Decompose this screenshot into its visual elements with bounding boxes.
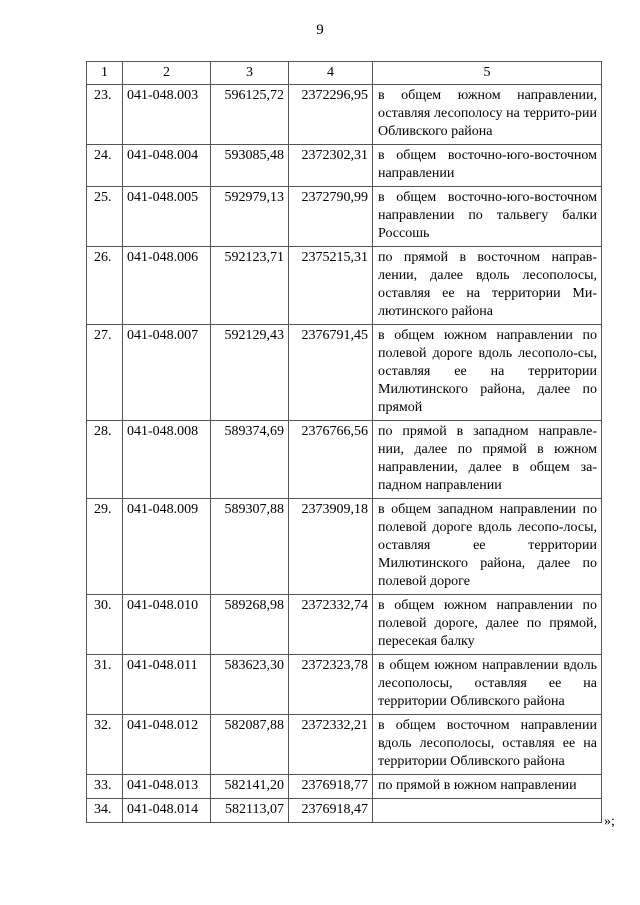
row-number-cell: 23. bbox=[87, 85, 123, 145]
table-row bbox=[87, 655, 602, 715]
page-number: 9 bbox=[316, 22, 324, 38]
direction-description-cell: в общем южном направлении по полевой дороге вдоль лесополо-сы, оставляя ее на территории Милютинского района, далее по прямой bbox=[373, 325, 602, 421]
point-code-cell: 041-048.013 bbox=[123, 775, 211, 799]
row-number-cell: 28. bbox=[87, 421, 123, 499]
table-row bbox=[87, 715, 602, 775]
table-row bbox=[87, 325, 602, 421]
header-cell-5: 5 bbox=[373, 62, 602, 85]
table-row bbox=[87, 775, 602, 799]
point-code-cell: 041-048.007 bbox=[123, 325, 211, 421]
table-row bbox=[87, 595, 602, 655]
closing-quote: »; bbox=[604, 814, 615, 829]
row-number-cell: 30. bbox=[87, 595, 123, 655]
direction-description-cell: по прямой в южном направлении bbox=[373, 775, 602, 799]
y-coordinate-cell: 2376766,56 bbox=[289, 421, 373, 499]
row-number-cell: 27. bbox=[87, 325, 123, 421]
x-coordinate-cell: 592979,13 bbox=[211, 187, 289, 247]
table-row bbox=[87, 145, 602, 187]
table-row bbox=[87, 85, 602, 145]
row-number-cell: 24. bbox=[87, 145, 123, 187]
point-code-cell: 041-048.009 bbox=[123, 499, 211, 595]
header-cell-1: 1 bbox=[87, 62, 123, 85]
y-coordinate-cell: 2376918,47 bbox=[289, 799, 373, 823]
y-coordinate-cell: 2376918,77 bbox=[289, 775, 373, 799]
x-coordinate-cell: 582141,20 bbox=[211, 775, 289, 799]
x-coordinate-cell: 592123,71 bbox=[211, 247, 289, 325]
point-code-cell: 041-048.008 bbox=[123, 421, 211, 499]
direction-description-cell: в общем восточном направлении вдоль лесополосы, оставляя ее на территории Обливского района bbox=[373, 715, 602, 775]
table-row bbox=[87, 799, 602, 823]
direction-description-cell bbox=[373, 799, 602, 823]
direction-description-cell: в общем южном направлении, оставляя лесополосу на террито-рии Обливского района bbox=[373, 85, 602, 145]
x-coordinate-cell: 593085,48 bbox=[211, 145, 289, 187]
x-coordinate-cell: 582113,07 bbox=[211, 799, 289, 823]
point-code-cell: 041-048.004 bbox=[123, 145, 211, 187]
x-coordinate-cell: 589374,69 bbox=[211, 421, 289, 499]
y-coordinate-cell: 2375215,31 bbox=[289, 247, 373, 325]
table-header-row bbox=[87, 62, 602, 85]
table-row bbox=[87, 247, 602, 325]
x-coordinate-cell: 589268,98 bbox=[211, 595, 289, 655]
direction-description-cell: в общем восточно-юго-восточном направлении bbox=[373, 145, 602, 187]
direction-description-cell: в общем южном направлении по полевой дороге, далее по прямой, пересекая балку bbox=[373, 595, 602, 655]
point-code-cell: 041-048.010 bbox=[123, 595, 211, 655]
y-coordinate-cell: 2373909,18 bbox=[289, 499, 373, 595]
point-code-cell: 041-048.014 bbox=[123, 799, 211, 823]
boundary-points-table bbox=[86, 61, 602, 823]
y-coordinate-cell: 2372332,74 bbox=[289, 595, 373, 655]
table-row bbox=[87, 421, 602, 499]
point-code-cell: 041-048.005 bbox=[123, 187, 211, 247]
table-row bbox=[87, 187, 602, 247]
point-code-cell: 041-048.012 bbox=[123, 715, 211, 775]
x-coordinate-cell: 596125,72 bbox=[211, 85, 289, 145]
point-code-cell: 041-048.003 bbox=[123, 85, 211, 145]
row-number-cell: 32. bbox=[87, 715, 123, 775]
direction-description-cell: по прямой в западном направле-нии, далее по прямой в южном направлении, далее в общем за-падном направлении bbox=[373, 421, 602, 499]
point-code-cell: 041-048.006 bbox=[123, 247, 211, 325]
x-coordinate-cell: 592129,43 bbox=[211, 325, 289, 421]
header-cell-3: 3 bbox=[211, 62, 289, 85]
direction-description-cell: в общем западном направлении по полевой дороге вдоль лесопо-лосы, оставляя ее территории Милютинского района, далее по полевой дороге bbox=[373, 499, 602, 595]
row-number-cell: 34. bbox=[87, 799, 123, 823]
y-coordinate-cell: 2372296,95 bbox=[289, 85, 373, 145]
direction-description-cell: в общем восточно-юго-восточном направлении по тальвегу балки Россошь bbox=[373, 187, 602, 247]
row-number-cell: 31. bbox=[87, 655, 123, 715]
y-coordinate-cell: 2372323,78 bbox=[289, 655, 373, 715]
x-coordinate-cell: 582087,88 bbox=[211, 715, 289, 775]
point-code-cell: 041-048.011 bbox=[123, 655, 211, 715]
row-number-cell: 33. bbox=[87, 775, 123, 799]
y-coordinate-cell: 2372790,99 bbox=[289, 187, 373, 247]
x-coordinate-cell: 589307,88 bbox=[211, 499, 289, 595]
table-row bbox=[87, 499, 602, 595]
row-number-cell: 25. bbox=[87, 187, 123, 247]
direction-description-cell: по прямой в восточном направ-лении, далее вдоль лесополосы, оставляя ее на территории Ми-лютинского района bbox=[373, 247, 602, 325]
header-cell-4: 4 bbox=[289, 62, 373, 85]
x-coordinate-cell: 583623,30 bbox=[211, 655, 289, 715]
direction-description-cell: в общем южном направлении вдоль лесополосы, оставляя ее на территории Обливского района bbox=[373, 655, 602, 715]
y-coordinate-cell: 2376791,45 bbox=[289, 325, 373, 421]
row-number-cell: 26. bbox=[87, 247, 123, 325]
y-coordinate-cell: 2372302,31 bbox=[289, 145, 373, 187]
header-cell-2: 2 bbox=[123, 62, 211, 85]
y-coordinate-cell: 2372332,21 bbox=[289, 715, 373, 775]
row-number-cell: 29. bbox=[87, 499, 123, 595]
